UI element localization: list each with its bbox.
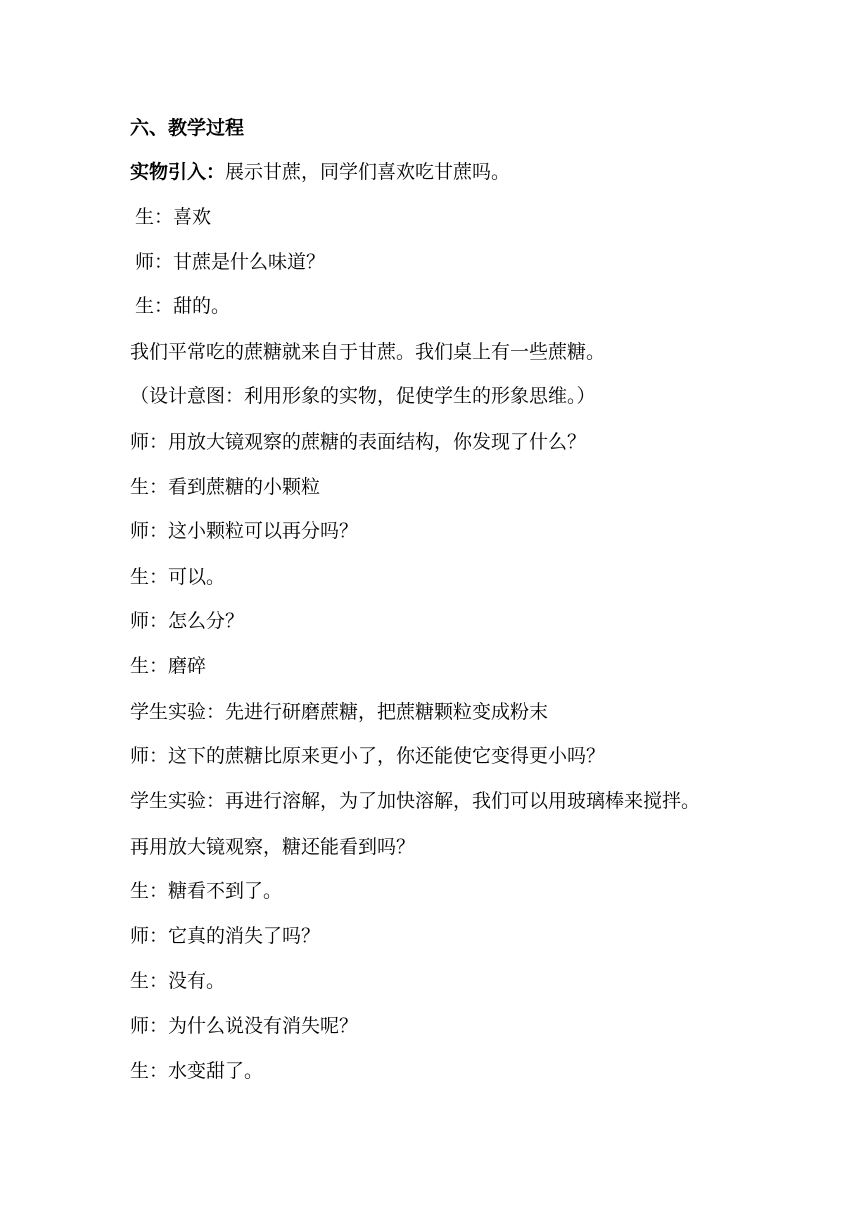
intro-label: 实物引入： [130, 161, 226, 183]
dialogue-line: 师：这小颗粒可以再分吗？ [130, 520, 359, 542]
dialogue-line: 生：喜欢 [135, 206, 212, 228]
experiment-line: 学生实验：再进行溶解，为了加快溶解，我们可以用玻璃棒来搅拌。 [130, 790, 701, 812]
dialogue-line: 师：怎么分？ [130, 610, 245, 632]
dialogue-line: 生：可以。 [130, 566, 226, 588]
design-intent-note: （设计意图：利用形象的实物，促使学生的形象思维。） [130, 385, 596, 407]
dialogue-line: 生：看到蔗糖的小颗粒 [130, 476, 321, 498]
dialogue-line: 生：糖看不到了。 [130, 880, 283, 902]
section-heading: 六、教学过程 [130, 117, 245, 139]
dialogue-line: 生：水变甜了。 [130, 1060, 264, 1082]
dialogue-line: 生：甜的。 [135, 295, 231, 317]
intro-text: 展示甘蔗，同学们喜欢吃甘蔗吗。 [225, 161, 511, 183]
narrative-line: 我们平常吃的蔗糖就来自于甘蔗。我们桌上有一些蔗糖。 [130, 341, 606, 363]
dialogue-line: 师：为什么说没有消失呢？ [130, 1015, 359, 1037]
dialogue-line: 生：没有。 [130, 970, 226, 992]
experiment-line: 学生实验：先进行研磨蔗糖，把蔗糖颗粒变成粉末 [130, 701, 549, 723]
narrative-line: 再用放大镜观察，糖还能看到吗？ [130, 836, 416, 858]
intro-paragraph [130, 160, 510, 184]
dialogue-line: 生：磨碎 [130, 655, 207, 677]
dialogue-line: 师：甘蔗是什么味道？ [135, 251, 326, 273]
dialogue-line: 师：用放大镜观察的蔗糖的表面结构，你发现了什么？ [130, 431, 587, 453]
dialogue-line: 师：这下的蔗糖比原来更小了，你还能使它变得更小吗？ [130, 745, 606, 767]
dialogue-line: 师：它真的消失了吗？ [130, 925, 321, 947]
